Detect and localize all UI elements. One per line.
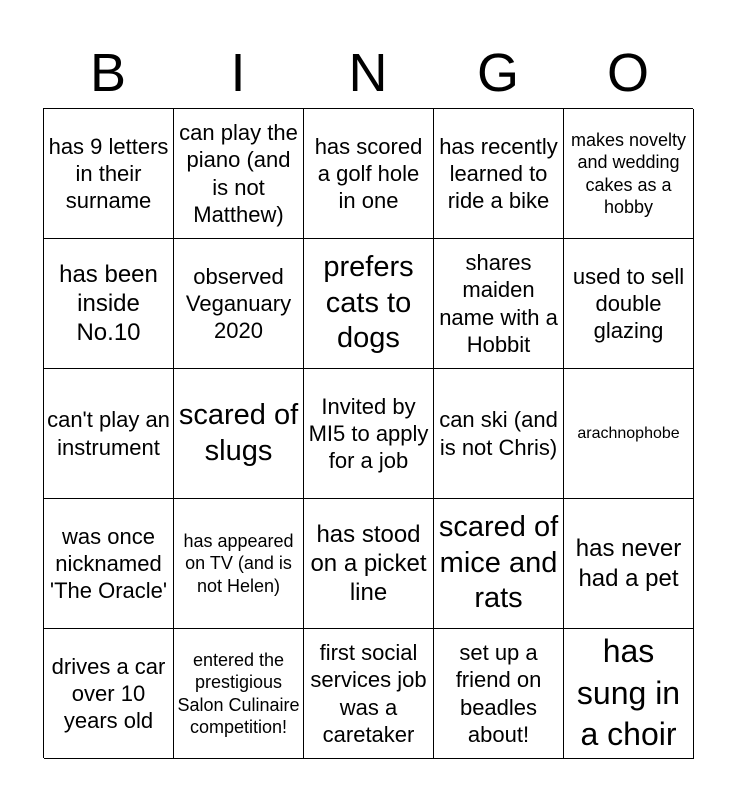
bingo-cell[interactable]: has 9 letters in their surname: [44, 109, 174, 239]
bingo-cell[interactable]: scared of slugs: [174, 369, 304, 499]
bingo-cell[interactable]: has been inside No.10: [44, 239, 174, 369]
bingo-cell[interactable]: has stood on a picket line: [304, 499, 434, 629]
bingo-cell[interactable]: has appeared on TV (and is not Helen): [174, 499, 304, 629]
bingo-cell[interactable]: Invited by MI5 to apply for a job: [304, 369, 434, 499]
bingo-cell[interactable]: set up a friend on beadles about!: [434, 629, 564, 759]
bingo-cell[interactable]: makes novelty and wedding cakes as a hobby: [564, 109, 694, 239]
bingo-cell[interactable]: prefers cats to dogs: [304, 239, 434, 369]
bingo-cell[interactable]: has recently learned to ride a bike: [434, 109, 564, 239]
bingo-cell[interactable]: first social services job was a caretaker: [304, 629, 434, 759]
bingo-cell[interactable]: has never had a pet: [564, 499, 694, 629]
bingo-header: [43, 38, 693, 108]
bingo-cell[interactable]: scared of mice and rats: [434, 499, 564, 629]
bingo-cell[interactable]: drives a car over 10 years old: [44, 629, 174, 759]
bingo-cell[interactable]: arachnophobe: [564, 369, 694, 499]
bingo-cell[interactable]: can play the piano (and is not Matthew): [174, 109, 304, 239]
bingo-cell[interactable]: was once nicknamed 'The Oracle': [44, 499, 174, 629]
bingo-cell[interactable]: has scored a golf hole in one: [304, 109, 434, 239]
header-letter-i: I: [230, 43, 246, 103]
header-letter-n: N: [348, 43, 388, 103]
bingo-grid: [43, 108, 693, 758]
header-letter-g: G: [476, 43, 519, 103]
bingo-cell[interactable]: has sung in a choir: [564, 629, 694, 759]
bingo-cell[interactable]: can ski (and is not Chris): [434, 369, 564, 499]
bingo-cell[interactable]: entered the prestigious Salon Culinaire competition!: [174, 629, 304, 759]
bingo-cell[interactable]: can't play an instrument: [44, 369, 174, 499]
header-letter-b: B: [89, 43, 127, 103]
bingo-cell[interactable]: shares maiden name with a Hobbit: [434, 239, 564, 369]
header-letter-o: O: [606, 43, 649, 103]
bingo-cell[interactable]: observed Veganuary 2020: [174, 239, 304, 369]
bingo-cell[interactable]: used to sell double glazing: [564, 239, 694, 369]
